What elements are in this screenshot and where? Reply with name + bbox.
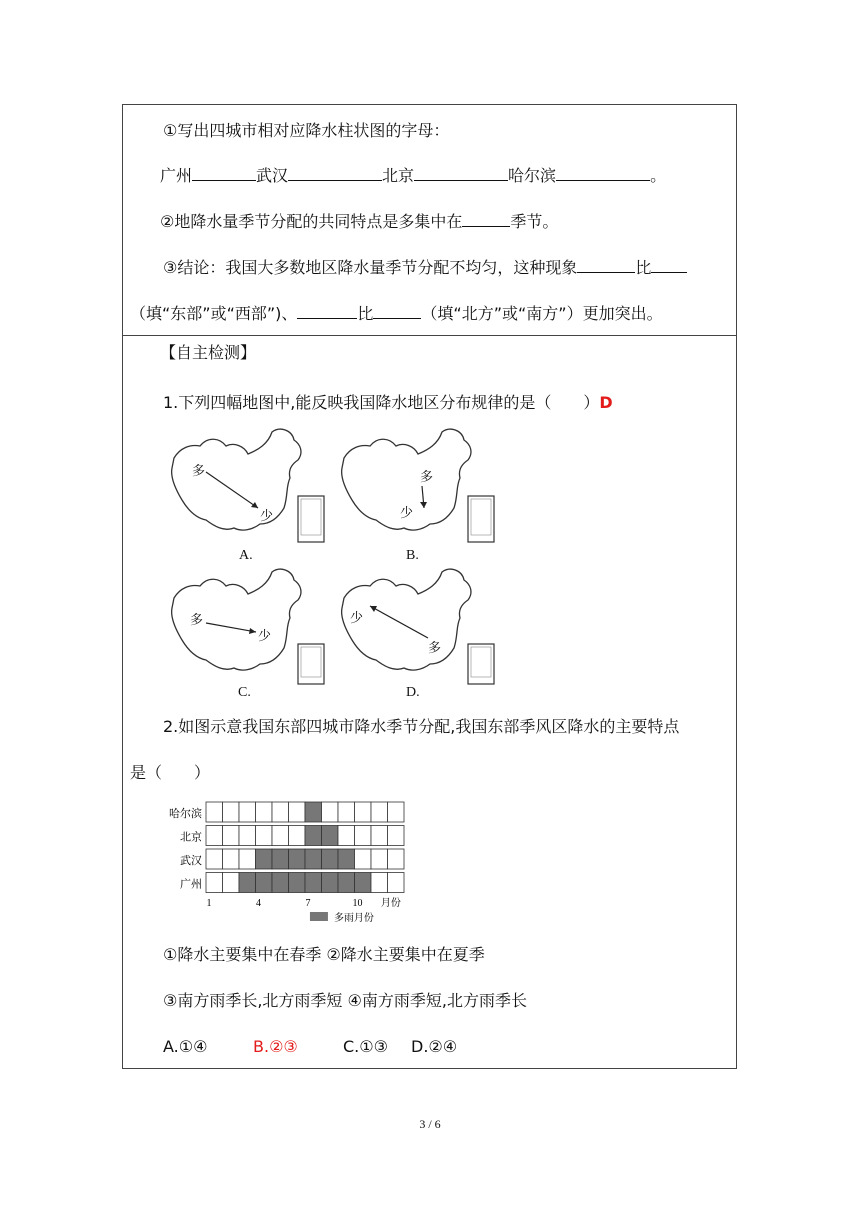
- grid-cell: [206, 849, 223, 869]
- grid-cell: [355, 826, 372, 846]
- map-option-d: [330, 566, 510, 706]
- blank-guangzhou[interactable]: [192, 164, 256, 181]
- line3-text-a: ②地降水量季节分配的共同特点是多集中在: [160, 212, 463, 231]
- map-a-end: 少: [260, 509, 274, 524]
- line4-text-b: 比: [635, 258, 652, 277]
- inset-frame: [468, 644, 494, 684]
- map-c-end: 少: [258, 629, 272, 644]
- map-d-label: D.: [406, 685, 420, 700]
- arrow-head: [249, 628, 256, 634]
- blank-beijing[interactable]: [414, 164, 508, 181]
- map-b-label: B.: [406, 548, 419, 563]
- question-1: [163, 392, 613, 414]
- grid-cell: [256, 826, 273, 846]
- grid-cell: [223, 849, 240, 869]
- trend-arrow: [370, 606, 428, 638]
- page-number: 3 / 6: [419, 1117, 441, 1131]
- rainy-cell: [305, 802, 322, 822]
- city-harbin: 哈尔滨: [508, 166, 557, 185]
- map-option-c: [160, 566, 340, 706]
- blank-harbin[interactable]: [556, 164, 650, 181]
- grid-cell: [289, 826, 306, 846]
- grid-cell: [256, 802, 273, 822]
- question-line-3: [160, 210, 558, 233]
- rainy-cell: [322, 873, 339, 893]
- question-1-text: 1.下列四幅地图中,能反映我国降水地区分布规律的是（ ）: [163, 393, 600, 412]
- rainy-cell: [338, 849, 355, 869]
- inset-inner: [301, 647, 321, 677]
- city-wuhan: 武汉: [256, 166, 289, 185]
- rainy-cell: [289, 849, 306, 869]
- blank-wuhan[interactable]: [288, 164, 382, 181]
- grid-cell: [371, 826, 388, 846]
- blank-season[interactable]: [462, 210, 510, 227]
- question-2-line-1: 2.如图示意我国东部四城市降水季节分配,我国东部季风区降水的主要特点: [163, 717, 680, 736]
- rain-season-chart: [160, 796, 420, 926]
- grid-cell: [371, 873, 388, 893]
- city-guangzhou: 广州: [160, 166, 193, 185]
- section-title: 【自主检测】: [160, 343, 257, 362]
- city-blanks-line: [160, 164, 666, 187]
- question-1-answer: D: [599, 393, 613, 412]
- grid-cell: [338, 826, 355, 846]
- grid-cell: [206, 873, 223, 893]
- row-label: 北京: [180, 831, 202, 844]
- inset-inner: [471, 499, 491, 535]
- trend-arrow: [206, 623, 256, 632]
- map-d-start: 少: [350, 611, 364, 626]
- map-option-b: [330, 426, 510, 566]
- city-beijing: 北京: [382, 166, 415, 185]
- map-d-end: 多: [428, 641, 442, 656]
- line5-text-c: （填“北方”或“南方”）更加突出。: [421, 304, 663, 323]
- blank-region-4[interactable]: [373, 302, 421, 319]
- x-tick-label: 10: [352, 898, 363, 909]
- options-line-1: ①降水主要集中在春季 ②降水主要集中在夏季: [163, 945, 485, 964]
- line3-text-b: 季节。: [510, 212, 559, 231]
- grid-cell: [388, 802, 405, 822]
- question-line-4: [163, 256, 687, 279]
- blank-region-1[interactable]: [577, 256, 635, 273]
- rainy-cell: [322, 849, 339, 869]
- arrow-head: [420, 502, 427, 508]
- grid-cell: [206, 826, 223, 846]
- choice-d[interactable]: D.②④: [411, 1037, 458, 1056]
- map-c-start: 多: [190, 613, 204, 628]
- map-option-a: [160, 426, 340, 566]
- options-line-2: ③南方雨季长,北方雨季短 ④南方雨季短,北方雨季长: [163, 991, 527, 1010]
- map-c-label: C.: [238, 685, 251, 700]
- inset-inner: [301, 499, 321, 535]
- line-end-period: 。: [650, 166, 667, 185]
- grid-cell: [322, 802, 339, 822]
- grid-cell: [388, 826, 405, 846]
- trend-arrow: [206, 472, 258, 508]
- row-label: 广州: [180, 878, 202, 891]
- grid-cell: [371, 849, 388, 869]
- rainy-cell: [289, 873, 306, 893]
- grid-cell: [355, 802, 372, 822]
- grid-cell: [388, 873, 405, 893]
- rainy-cell: [272, 849, 289, 869]
- map-b-start: 多: [420, 470, 434, 485]
- row-label: 武汉: [180, 855, 202, 867]
- row-label: 哈尔滨: [169, 808, 202, 820]
- grid-cell: [223, 826, 240, 846]
- rainy-cell: [355, 873, 372, 893]
- grid-cell: [371, 802, 388, 822]
- arrow-head: [251, 502, 258, 508]
- x-tick-label: 1: [206, 898, 212, 909]
- blank-region-3[interactable]: [297, 302, 357, 319]
- grid-cell: [289, 802, 306, 822]
- x-tick-label: 7: [305, 898, 311, 909]
- legend-label: 多雨月份: [333, 913, 374, 924]
- grid-cell: [206, 802, 223, 822]
- rainy-cell: [305, 826, 322, 846]
- line5-text-b: 比: [357, 304, 374, 323]
- china-outline: [172, 429, 301, 530]
- map-a-label: A.: [239, 548, 253, 563]
- grid-cell: [239, 849, 256, 869]
- question-line-5: [130, 302, 663, 325]
- rainy-cell: [239, 873, 256, 893]
- grid-cell: [272, 802, 289, 822]
- rainy-cell: [338, 873, 355, 893]
- grid-cell: [338, 802, 355, 822]
- x-unit-label: 月份: [380, 898, 401, 909]
- inset-frame: [298, 644, 324, 684]
- grid-cell: [223, 873, 240, 893]
- grid-cell: [239, 802, 256, 822]
- line4-text-a: ③结论：我国大多数地区降水量季节分配不均匀，这种现象: [163, 258, 578, 277]
- grid-cell: [272, 826, 289, 846]
- rainy-cell: [322, 826, 339, 846]
- blank-region-2[interactable]: [651, 256, 687, 273]
- rainy-cell: [272, 873, 289, 893]
- rainy-cell: [305, 849, 322, 869]
- rainy-cell: [256, 873, 273, 893]
- grid-cell: [239, 826, 256, 846]
- choice-b[interactable]: B.②③: [253, 1037, 298, 1056]
- map-b-end: 少: [400, 506, 414, 521]
- rainy-cell: [305, 873, 322, 893]
- choice-a[interactable]: A.①④: [163, 1037, 208, 1056]
- question-line-1: ①写出四城市相对应降水柱状图的字母：: [163, 121, 450, 140]
- map-a-start: 多: [192, 464, 206, 479]
- line5-text-a: （填“东部”或“西部”)、: [130, 304, 298, 323]
- grid-cell: [223, 802, 240, 822]
- rainy-cell: [256, 849, 273, 869]
- x-tick-label: 4: [256, 898, 261, 909]
- question-2-line-2: 是（ ）: [130, 763, 211, 782]
- inset-inner: [471, 647, 491, 677]
- legend-swatch: [310, 912, 328, 921]
- grid-cell: [355, 849, 372, 869]
- grid-cell: [388, 849, 405, 869]
- choice-c[interactable]: C.①③: [343, 1037, 388, 1056]
